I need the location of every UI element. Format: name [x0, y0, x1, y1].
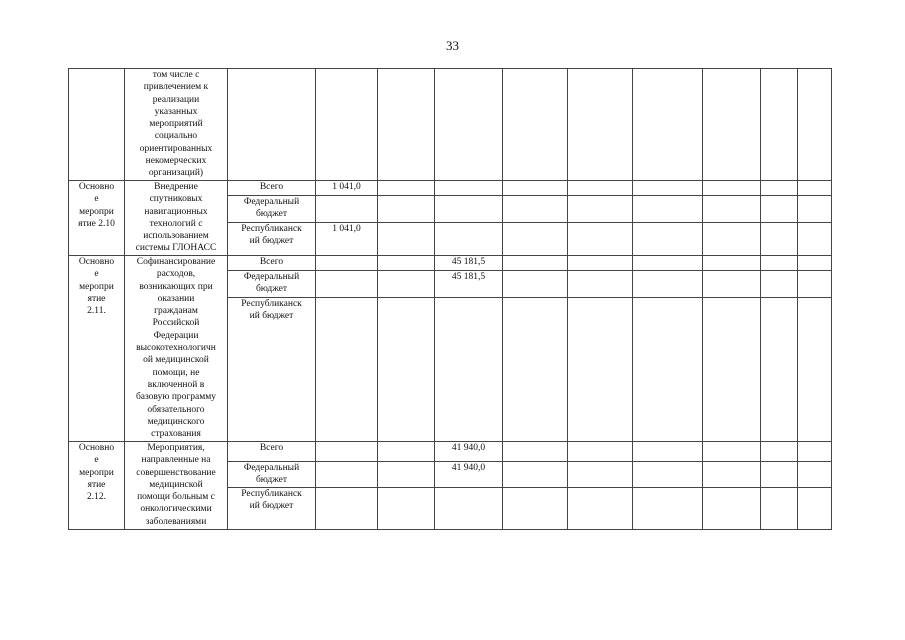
- value-cell: [633, 223, 703, 256]
- value-cell: [316, 442, 378, 462]
- value-cell: [568, 462, 633, 488]
- value-cell: [798, 462, 832, 488]
- value-cell: [378, 442, 435, 462]
- value-cell: [798, 488, 832, 530]
- value-cell: [633, 442, 703, 462]
- value-cell: [798, 271, 832, 298]
- value-cell: [435, 488, 503, 530]
- value-cell: 45 181,5: [435, 271, 503, 298]
- value-cell: [798, 181, 832, 196]
- value-cell: 1 041,0: [316, 181, 378, 196]
- value-cell: [568, 196, 633, 223]
- value-cell: [378, 196, 435, 223]
- funding-source-cell: Всего: [228, 256, 316, 271]
- funding-source-cell: Федеральный бюджет: [228, 462, 316, 488]
- value-cell: [703, 442, 761, 462]
- value-cell: [435, 298, 503, 442]
- value-cell: 41 940,0: [435, 462, 503, 488]
- event-description-cell: том числе с привлечением к реализации указанных мероприятий социально ориентированных некомерческих организаций): [125, 69, 228, 181]
- value-cell: [568, 298, 633, 442]
- event-code-cell: Основно е меропри ятие 2.12.: [69, 442, 125, 530]
- value-cell: [568, 488, 633, 530]
- value-cell: [503, 223, 568, 256]
- value-cell: [503, 181, 568, 196]
- value-cell: 1 041,0: [316, 223, 378, 256]
- value-cell: [316, 462, 378, 488]
- value-cell: [633, 488, 703, 530]
- event-description-cell: Софинансирование расходов, возникающих при оказании гражданам Российской Федерации высокотехнологичн ой медицинской помощи, не включенной в базовую программу обязательного медицинского страхования: [125, 256, 228, 442]
- value-cell: [503, 256, 568, 271]
- value-cell: [503, 488, 568, 530]
- value-cell: [703, 196, 761, 223]
- event-code-cell: [69, 69, 125, 181]
- value-cell: [798, 298, 832, 442]
- value-cell: [703, 181, 761, 196]
- value-cell: [633, 298, 703, 442]
- value-cell: [798, 256, 832, 271]
- value-cell: [703, 462, 761, 488]
- funding-source-cell: Федеральный бюджет: [228, 196, 316, 223]
- continued-row: [69, 69, 832, 181]
- value-cell: [761, 181, 798, 196]
- value-cell: [378, 462, 435, 488]
- value-cell: [798, 196, 832, 223]
- value-cell: [503, 196, 568, 223]
- table-row: [69, 181, 832, 196]
- funding-source-cell: Республиканск ий бюджет: [228, 298, 316, 442]
- value-cell: [378, 223, 435, 256]
- value-cell: [761, 256, 798, 271]
- value-cell: [378, 488, 435, 530]
- value-cell: [761, 223, 798, 256]
- value-cell: [703, 271, 761, 298]
- funding-source-cell: Всего: [228, 442, 316, 462]
- value-cell: [378, 181, 435, 196]
- value-cell: [316, 298, 378, 442]
- value-cell: [703, 223, 761, 256]
- value-cell: [798, 442, 832, 462]
- value-cell: [435, 223, 503, 256]
- value-cell: [761, 488, 798, 530]
- value-cell: [633, 256, 703, 271]
- value-cell: [761, 462, 798, 488]
- value-cell: [703, 256, 761, 271]
- value-cell: [798, 223, 832, 256]
- value-cell: [568, 256, 633, 271]
- funding-source-cell: Федеральный бюджет: [228, 271, 316, 298]
- value-cell: [378, 271, 435, 298]
- value-cell: [633, 181, 703, 196]
- value-cell: [503, 271, 568, 298]
- value-cell: [568, 442, 633, 462]
- event-code-cell: Основно е меропри ятие 2.10: [69, 181, 125, 256]
- value-cell: [568, 181, 633, 196]
- table-row: [69, 256, 832, 271]
- value-cell: [503, 442, 568, 462]
- value-cell: [316, 256, 378, 271]
- value-cell: [568, 271, 633, 298]
- page-number: 33: [446, 38, 459, 53]
- value-cell: 45 181,5: [435, 256, 503, 271]
- value-cell: [316, 271, 378, 298]
- value-cell: 41 940,0: [435, 442, 503, 462]
- value-cell: [503, 462, 568, 488]
- value-cell: [316, 488, 378, 530]
- value-cell: [703, 488, 761, 530]
- value-cell: [316, 196, 378, 223]
- funding-source-cell: Республиканск ий бюджет: [228, 488, 316, 530]
- value-cell: [435, 181, 503, 196]
- table-row: [69, 442, 832, 462]
- value-cell: [703, 298, 761, 442]
- value-cell: [435, 196, 503, 223]
- event-code-cell: Основно е меропри ятие 2.11.: [69, 256, 125, 442]
- value-cell: [761, 442, 798, 462]
- value-cell: [633, 462, 703, 488]
- funding-source-cell: Всего: [228, 181, 316, 196]
- value-cell: [761, 196, 798, 223]
- budget-table: [68, 68, 832, 530]
- value-cell: [568, 223, 633, 256]
- value-cell: [503, 298, 568, 442]
- value-cell: [761, 298, 798, 442]
- funding-source-cell: Республиканск ий бюджет: [228, 223, 316, 256]
- value-cell: [633, 196, 703, 223]
- event-description-cell: Внедрение спутниковых навигационных технологий с использованием системы ГЛОНАСС: [125, 181, 228, 256]
- value-cell: [378, 256, 435, 271]
- value-cell: [378, 298, 435, 442]
- event-description-cell: Мероприятия, направленные на совершенствование медицинской помощи больным с онкологическими заболеваниями: [125, 442, 228, 530]
- value-cell: [761, 271, 798, 298]
- value-cell: [633, 271, 703, 298]
